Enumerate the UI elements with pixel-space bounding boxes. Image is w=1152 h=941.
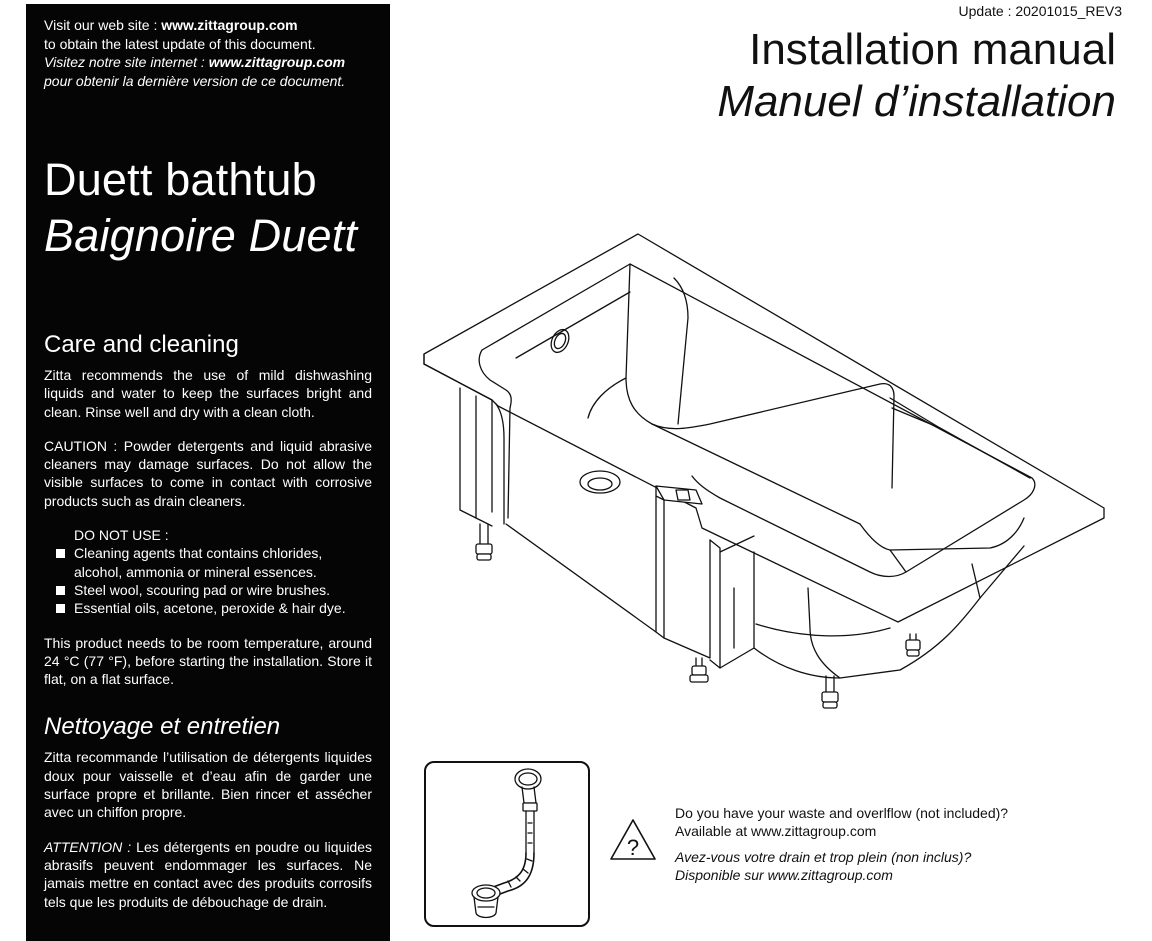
temperature-paragraph: This product needs to be room temperature, around 24 °C (77 °F), before starting the installation. Store it flat, on a flat surface. [44,634,372,688]
bullet-square-icon [56,549,65,558]
page-title-fr: Manuel d’installation [717,77,1116,126]
page-title [717,24,1116,128]
availability-prefix-en: Available at [675,823,752,839]
drain-availability-en [675,822,1008,840]
product-title-en: Duett bathtub [44,154,317,205]
website-notice [44,16,372,90]
care-heading-en: Care and cleaning [44,331,239,358]
website-text-en-2: to obtain the latest update of this document. [44,35,316,52]
do-not-use-list [44,544,372,617]
attention-label: ATTENTION : [44,838,132,855]
bullet-square-icon [56,586,65,595]
waste-overflow-drawing [426,763,588,925]
attention-text: Les détergents en poudre ou liquides abrasifs peuvent endommager les surfaces. Ne jamais mettre en contact avec des produits corrosifs tels que les produits de débouchage de drain. [44,838,373,910]
availability-link-en[interactable]: www.zittagroup.com [751,823,877,839]
website-text-fr: Visitez notre site internet : [44,54,209,70]
list-item-text: Cleaning agents that contains chlorides, alcohol, ammonia or mineral essences. [74,545,323,580]
drain-availability-fr [675,866,1008,884]
list-item-text: Steel wool, scouring pad or wire brushes. [74,581,331,598]
update-revision: Update : 20201015_REV3 [958,3,1122,19]
product-title [44,152,372,264]
website-link-en[interactable]: www.zittagroup.com [161,17,298,33]
list-item [44,581,372,599]
website-link-fr[interactable]: www.zittagroup.com [208,54,346,70]
page-title-en: Installation manual [749,25,1116,74]
care-heading-fr: Nettoyage et entretien [44,713,281,741]
list-item [44,599,372,617]
list-item-text: Essential oils, acetone, peroxide & hair dye. [74,600,346,617]
drain-illustration-box [424,761,590,927]
attention-paragraph [44,838,372,911]
bullet-square-icon [56,604,65,613]
availability-prefix-fr: Disponible sur [675,867,768,883]
product-title-fr: Baignoire Duett [44,210,358,261]
bathtub-drawing [420,228,1110,718]
warning-triangle-icon [608,817,658,863]
list-item [44,544,372,581]
warning-question-mark: ? [626,835,640,860]
sidebar-panel [26,4,390,941]
drain-question-en: Do you have your waste and overlflow (not included)? [675,805,1009,821]
do-not-use-label: DO NOT USE : [74,527,169,544]
caution-paragraph: CAUTION : Powder detergents and liquid abrasive cleaners may damage surfaces. Do not allow the visible surfaces to come in contact with corrosive products such as drain cleaners. [44,437,372,509]
drain-question-fr: Avez-vous votre drain et trop plein (non inclus)? [675,849,972,865]
availability-link-fr[interactable]: www.zittagroup.com [767,867,893,883]
website-text-en: Visit our web site : [44,17,162,33]
care-paragraph-fr-1: Zitta recommande l’utilisation de détergents liquides doux pour vaisselle et d’eau afin de garder une surface propre et brillante. Bien rincer et assécher avec un chiffon propre. [44,749,372,821]
website-text-fr-2: pour obtenir la dernière version de ce document. [44,72,346,89]
care-paragraph-1: Zitta recommends the use of mild dishwashing liquids and water to keep the surfaces bright and clean. Rinse well and dry with a clean cloth. [44,367,372,420]
drain-note [675,804,1008,884]
